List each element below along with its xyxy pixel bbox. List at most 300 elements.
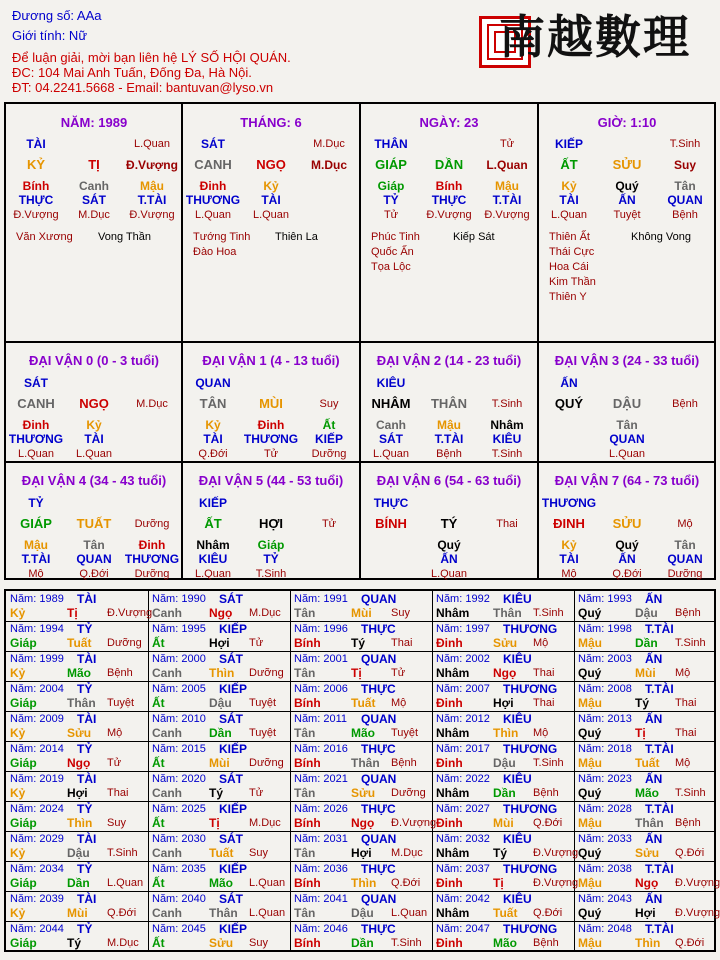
hidden-stem: Canh xyxy=(376,418,406,432)
year-label: Năm: 1996 xyxy=(294,623,348,635)
year-label: Năm: 2034 xyxy=(10,863,64,875)
year-branch: Mão xyxy=(351,726,375,740)
year-stem: Bính xyxy=(294,696,321,710)
year-phase: T.Sinh xyxy=(533,607,564,619)
dai-van-cell xyxy=(361,343,537,461)
address-line: ĐC: 104 Mai Anh Tuấn, Đống Đa, Hà Nội. xyxy=(12,65,252,80)
year-label: Năm: 2006 xyxy=(294,683,348,695)
year-label: Năm: 2002 xyxy=(436,653,490,665)
year-branch: Thân xyxy=(351,756,380,770)
year-god: T.TÀI xyxy=(645,862,674,876)
year-cell xyxy=(433,711,575,741)
hidden-stem: Mậu xyxy=(140,179,164,193)
year-phase: Tuyệt xyxy=(249,727,277,739)
dai-van-stem: TÂN xyxy=(199,396,227,411)
star-item: Kim Thần xyxy=(549,276,596,288)
year-cell xyxy=(149,711,291,741)
dai-van-branch: HỢI xyxy=(258,516,284,531)
year-stem: Giáp xyxy=(10,816,37,830)
year-branch: Tý xyxy=(493,846,508,860)
pillar-phase-top: T.Sinh xyxy=(669,138,701,150)
year-cell xyxy=(433,651,575,681)
year-cell xyxy=(575,681,717,711)
year-branch: Mão xyxy=(493,936,517,950)
year-god: TỶ xyxy=(77,802,93,816)
year-cell xyxy=(575,891,720,921)
year-label: Năm: 2017 xyxy=(436,743,490,755)
year-branch: Thân xyxy=(635,816,664,830)
hidden-stem: Tân xyxy=(674,538,696,552)
year-stem: Bính xyxy=(294,936,321,950)
hidden-stem: Quý xyxy=(615,538,639,552)
pillar-title: NGÀY: 23 xyxy=(419,115,479,130)
year-stem: Giáp xyxy=(10,876,37,890)
pillar-god: THÂN xyxy=(374,137,408,151)
year-phase: M.Dục xyxy=(107,937,139,949)
year-label: Năm: 2014 xyxy=(10,743,64,755)
dai-van-cell xyxy=(183,463,359,581)
year-phase: Mộ xyxy=(107,727,123,739)
year-god: ẤN xyxy=(645,592,663,606)
year-stem: Ất xyxy=(152,756,165,770)
year-label: Năm: 2007 xyxy=(436,683,490,695)
hidden-god: TỶ xyxy=(263,552,279,566)
year-label: Năm: 2024 xyxy=(10,803,64,815)
year-stem: Bính xyxy=(294,816,321,830)
year-label: Năm: 1995 xyxy=(152,623,206,635)
year-stem: Quý xyxy=(578,786,602,800)
dai-van-phase: Tử xyxy=(321,518,337,530)
hidden-phase: L.Quan xyxy=(430,568,468,580)
year-label: Năm: 2022 xyxy=(436,773,490,785)
year-stem: Kỷ xyxy=(10,786,26,800)
hidden-phase: Q.Đới xyxy=(79,568,109,580)
year-label: Năm: 2028 xyxy=(578,803,632,815)
year-label: Năm: 2008 xyxy=(578,683,632,695)
year-stem: Kỷ xyxy=(10,906,26,920)
year-god: KIẾP xyxy=(219,922,248,936)
year-branch: Ngọ xyxy=(635,876,659,890)
dai-van-god: ẤN xyxy=(560,376,578,390)
hidden-phase: Đ.Vượng xyxy=(484,209,530,221)
pillar-title: THÁNG: 6 xyxy=(240,115,302,130)
year-stem: Canh xyxy=(152,846,182,860)
pillar-branch: TỊ xyxy=(88,157,100,172)
hidden-god: SÁT xyxy=(379,432,403,446)
hidden-phase: L.Quan xyxy=(194,568,232,580)
year-phase: Suy xyxy=(249,937,268,949)
year-cell xyxy=(575,921,717,951)
year-phase: Bệnh xyxy=(675,607,701,619)
dai-van-god: TỶ xyxy=(28,496,44,510)
year-cell xyxy=(149,921,291,951)
year-branch: Mùi xyxy=(635,666,656,680)
hidden-stem: Đinh xyxy=(257,418,285,432)
year-label: Năm: 2013 xyxy=(578,713,632,725)
year-cell xyxy=(149,741,291,771)
year-phase: M.Dục xyxy=(249,607,281,619)
year-label: Năm: 2016 xyxy=(294,743,348,755)
year-phase: Bệnh xyxy=(675,817,701,829)
year-label: Năm: 2042 xyxy=(436,893,490,905)
year-stem: Giáp xyxy=(10,636,37,650)
year-cell xyxy=(433,681,575,711)
pillar-phase: Suy xyxy=(673,158,697,172)
chart-grid xyxy=(4,102,716,580)
hidden-phase: M.Dục xyxy=(78,209,110,221)
dai-van-stem: GIÁP xyxy=(20,516,52,531)
year-cell xyxy=(291,711,433,741)
pillar-branch: DẦN xyxy=(434,157,464,172)
year-stem: Mậu xyxy=(578,636,602,650)
year-cell xyxy=(291,771,433,801)
hidden-god: T.TÀI xyxy=(21,552,51,566)
year-god: ẤN xyxy=(645,772,663,786)
year-phase: Dưỡng xyxy=(391,787,426,799)
dai-van-god: SÁT xyxy=(24,376,48,390)
year-label: Năm: 2027 xyxy=(436,803,490,815)
year-god: KIẾP xyxy=(219,742,248,756)
year-label: Năm: 2020 xyxy=(152,773,206,785)
dai-van-stem: BÍNH xyxy=(375,516,407,531)
star-item: Đào Hoa xyxy=(193,246,237,258)
hidden-god: T.TÀI xyxy=(137,193,167,207)
pillar-god: KIẾP xyxy=(554,137,584,151)
hidden-phase: L.Quan xyxy=(17,448,55,460)
hidden-god: TÀI xyxy=(559,552,579,566)
year-stem: Kỷ xyxy=(10,666,26,680)
year-phase: Thai xyxy=(533,667,555,679)
hidden-stem: Quý xyxy=(615,179,639,193)
year-phase: Q.Đới xyxy=(533,817,563,829)
year-branch: Tuất xyxy=(493,906,518,920)
hidden-stem: Quý xyxy=(437,538,461,552)
year-label: Năm: 2001 xyxy=(294,653,348,665)
contact-line: Để luận giải, mời bạn liên hệ LÝ SỐ HỘI QUÁN. xyxy=(12,50,291,65)
year-branch: Hợi xyxy=(67,786,88,800)
year-label: Năm: 1997 xyxy=(436,623,490,635)
star-item: Thiên Y xyxy=(549,291,587,303)
year-branch: Ngọ xyxy=(493,666,517,680)
year-branch: Ngọ xyxy=(67,756,91,770)
year-label: Năm: 2029 xyxy=(10,833,64,845)
year-phase: L.Quan xyxy=(391,907,428,919)
hidden-god: THƯƠNG xyxy=(124,552,180,566)
year-stem: Kỷ xyxy=(10,606,26,620)
year-god: KIẾP xyxy=(219,802,248,816)
year-branch: Thìn xyxy=(351,876,377,890)
year-stem: Nhâm xyxy=(436,906,470,920)
dai-van-branch: MÙI xyxy=(259,396,283,411)
hidden-god: TÀI xyxy=(84,432,104,446)
year-branch: Tý xyxy=(67,936,82,950)
year-god: TÀI xyxy=(77,772,97,786)
year-phase: M.Dục xyxy=(249,817,281,829)
year-cell xyxy=(7,711,149,741)
dai-van-phase: T.Sinh xyxy=(491,398,523,410)
hidden-phase: Tử xyxy=(383,209,399,221)
year-god: THỰC xyxy=(361,922,396,936)
year-cell xyxy=(433,831,579,861)
year-god: ẤN xyxy=(645,832,663,846)
hidden-phase: Q.Đới xyxy=(612,568,642,580)
hidden-stem: Ất xyxy=(322,418,336,432)
hidden-god: QUAN xyxy=(667,193,703,207)
year-cell xyxy=(149,861,291,891)
star-item: Quốc Ấn xyxy=(371,246,414,258)
pillar-god: SÁT xyxy=(201,137,225,151)
year-phase: Đ.Vượng xyxy=(675,877,720,889)
year-cell xyxy=(433,801,575,831)
year-branch: Thân xyxy=(67,696,96,710)
year-god: T.TÀI xyxy=(645,622,674,636)
pillar-cell xyxy=(183,104,359,340)
hidden-phase: L.Quan xyxy=(252,209,290,221)
year-cell xyxy=(575,801,717,831)
year-phase: Thai xyxy=(675,727,697,739)
dai-van-cell xyxy=(361,463,537,581)
hidden-stem: Giáp xyxy=(257,538,285,552)
year-branch: Ngọ xyxy=(209,606,233,620)
year-branch: Tị xyxy=(351,666,362,680)
dai-van-title: ĐẠI VẬN 7 (64 - 73 tuổi) xyxy=(554,473,700,488)
year-label: Năm: 1992 xyxy=(436,593,490,605)
hidden-god: KIÊU xyxy=(198,552,228,566)
hidden-phase: L.Quan xyxy=(550,209,588,221)
hidden-god: QUAN xyxy=(609,432,645,446)
year-cell xyxy=(7,651,149,681)
year-phase: Thai xyxy=(107,787,129,799)
year-stem: Đinh xyxy=(436,936,463,950)
dai-van-cell xyxy=(6,343,182,461)
year-god: QUAN xyxy=(361,592,397,606)
year-god: THỰC xyxy=(361,802,396,816)
year-stem: Quý xyxy=(578,906,602,920)
year-branch: Thìn xyxy=(209,666,235,680)
year-phase: Đ.Vượng xyxy=(675,907,720,919)
year-phase: Mộ xyxy=(675,667,691,679)
year-cell xyxy=(575,651,717,681)
year-cell xyxy=(291,681,433,711)
year-stem: Bính xyxy=(294,636,321,650)
year-branch: Hợi xyxy=(635,906,656,920)
year-stem: Kỷ xyxy=(10,846,26,860)
hidden-phase: Đ.Vượng xyxy=(426,209,472,221)
year-phase: Bệnh xyxy=(533,787,559,799)
year-stem: Nhâm xyxy=(436,666,470,680)
hidden-god: THỰC xyxy=(18,193,54,207)
hidden-god: THƯƠNG xyxy=(185,193,241,207)
pillar-phase-top: L.Quan xyxy=(133,138,171,150)
year-phase: L.Quan xyxy=(249,907,286,919)
dai-van-cell xyxy=(539,343,715,461)
year-label: Năm: 2011 xyxy=(294,713,347,725)
hidden-god: QUAN xyxy=(667,552,703,566)
hidden-phase: T.Sinh xyxy=(255,568,287,580)
year-god: THỰC xyxy=(361,742,396,756)
year-phase: Tử xyxy=(249,637,264,649)
hidden-stem: Kỷ xyxy=(205,418,221,432)
year-label: Năm: 2033 xyxy=(578,833,632,845)
star-item: Thiên La xyxy=(275,231,318,243)
year-stem: Tân xyxy=(294,726,316,740)
year-branch: Dậu xyxy=(493,756,516,770)
dai-van-stem: ĐINH xyxy=(553,516,585,531)
year-stem: Mậu xyxy=(578,816,602,830)
hidden-phase: Mộ xyxy=(28,568,44,580)
star-item: Thái Cực xyxy=(549,246,595,258)
year-branch: Hợi xyxy=(493,696,514,710)
year-stem: Tân xyxy=(294,666,316,680)
year-phase: Thai xyxy=(533,697,555,709)
year-branch: Dần xyxy=(67,876,90,890)
year-branch: Dần xyxy=(209,726,232,740)
star-item: Tướng Tinh xyxy=(193,231,251,243)
star-item: Phúc Tinh xyxy=(371,231,420,243)
dai-van-stem: ẤT xyxy=(204,516,222,531)
year-god: SÁT xyxy=(219,592,243,606)
year-god: SÁT xyxy=(219,892,243,906)
dai-van-god: THƯƠNG xyxy=(541,496,597,510)
star-item: Hoa Cái xyxy=(549,261,589,273)
year-cell xyxy=(7,591,153,621)
year-cell xyxy=(149,891,291,921)
year-branch: Mùi xyxy=(351,606,372,620)
pillar-title: GIỜ: 1:10 xyxy=(597,115,657,130)
year-cell xyxy=(291,861,433,891)
dai-van-phase: Bệnh xyxy=(672,398,698,410)
year-label: Năm: 2018 xyxy=(578,743,632,755)
year-label: Năm: 2025 xyxy=(152,803,206,815)
pillar-phase-top: Tử xyxy=(499,138,515,150)
year-label: Năm: 2009 xyxy=(10,713,64,725)
year-cell xyxy=(433,891,575,921)
star-item: Vong Thần xyxy=(98,231,152,243)
dai-van-title: ĐẠI VẬN 0 (0 - 3 tuổi) xyxy=(28,353,160,368)
brand-logo xyxy=(479,8,709,70)
hidden-god: ẤN xyxy=(618,193,636,207)
year-stem: Giáp xyxy=(10,756,37,770)
year-branch: Thân xyxy=(209,906,238,920)
year-phase: Bệnh xyxy=(391,757,417,769)
year-label: Năm: 1993 xyxy=(578,593,632,605)
year-stem: Nhâm xyxy=(436,606,470,620)
year-god: KIẾP xyxy=(219,622,248,636)
year-cell xyxy=(149,801,291,831)
year-phase: Tuyệt xyxy=(249,697,277,709)
year-stem: Ất xyxy=(152,936,165,950)
year-label: Năm: 2023 xyxy=(578,773,632,785)
dai-van-branch: THÂN xyxy=(430,396,468,411)
year-phase: Q.Đới xyxy=(391,877,421,889)
year-label: Năm: 1999 xyxy=(10,653,64,665)
dai-van-stem: QUÝ xyxy=(554,396,584,411)
year-cell xyxy=(291,801,437,831)
year-god: THỰC xyxy=(361,682,396,696)
year-branch: Sửu xyxy=(67,726,92,740)
year-stem: Ất xyxy=(152,696,165,710)
year-god: ẤN xyxy=(645,652,663,666)
year-cell xyxy=(575,771,717,801)
pillar-phase: Đ.Vượng xyxy=(126,158,178,172)
year-stem: Kỷ xyxy=(10,726,26,740)
year-phase: Tử xyxy=(391,667,406,679)
year-stem: Giáp xyxy=(10,936,37,950)
year-label: Năm: 2047 xyxy=(436,923,490,935)
year-stem: Quý xyxy=(578,606,602,620)
hidden-god: T.TÀI xyxy=(434,432,464,446)
hidden-phase: L.Quan xyxy=(372,448,410,460)
year-label: Năm: 1994 xyxy=(10,623,64,635)
year-phase: Đ.Vượng xyxy=(391,817,437,829)
year-label: Năm: 2021 xyxy=(294,773,348,785)
year-cell xyxy=(149,681,291,711)
year-stem: Mậu xyxy=(578,936,602,950)
year-cell xyxy=(433,861,579,891)
hidden-stem: Bính xyxy=(22,179,50,193)
dai-van-title: ĐẠI VẬN 1 (4 - 13 tuổi) xyxy=(202,353,340,368)
dai-van-title: ĐẠI VẬN 4 (34 - 43 tuổi) xyxy=(21,473,167,488)
year-cell xyxy=(575,591,717,621)
hidden-phase: Đ.Vượng xyxy=(13,209,59,221)
hidden-phase: Tuyệt xyxy=(613,209,641,221)
star-item: Văn Xương xyxy=(16,231,73,243)
year-god: TỶ xyxy=(77,682,93,696)
year-stem: Đinh xyxy=(436,696,463,710)
year-god: KIÊU xyxy=(503,652,532,666)
year-branch: Sửu xyxy=(493,636,518,650)
year-label: Năm: 1998 xyxy=(578,623,632,635)
year-stem: Đinh xyxy=(436,816,463,830)
logo-text: 南越數理 xyxy=(499,10,691,64)
year-phase: Thai xyxy=(675,697,697,709)
year-god: THƯƠNG xyxy=(503,802,558,816)
year-label: Năm: 2040 xyxy=(152,893,206,905)
star-item: Tọa Lộc xyxy=(371,261,411,273)
dai-van-phase: Mộ xyxy=(677,518,693,530)
year-cell xyxy=(291,651,433,681)
hidden-stem: Mậu xyxy=(24,538,48,552)
year-label: Năm: 2031 xyxy=(294,833,348,845)
dai-van-phase: Suy xyxy=(319,398,339,410)
year-branch: Dần xyxy=(351,936,374,950)
year-stem: Giáp xyxy=(10,696,37,710)
year-god: SÁT xyxy=(219,712,243,726)
year-cell xyxy=(7,741,149,771)
year-phase: Mộ xyxy=(675,757,691,769)
hidden-stem: Mậu xyxy=(495,179,519,193)
year-phase: T.Sinh xyxy=(675,787,706,799)
year-label: Năm: 2032 xyxy=(436,833,490,845)
year-label: Năm: 1990 xyxy=(152,593,206,605)
year-cell xyxy=(7,681,149,711)
year-cell xyxy=(291,891,433,921)
year-branch: Tị xyxy=(209,816,220,830)
year-phase: M.Dục xyxy=(391,847,423,859)
dai-van-stem: CANH xyxy=(17,396,55,411)
year-branch: Dậu xyxy=(67,846,90,860)
owner-name: Đương số: AAa xyxy=(12,8,102,23)
gender: Giới tính: Nữ xyxy=(12,28,88,43)
year-stem: Canh xyxy=(152,906,182,920)
pillar-stem: ẤT xyxy=(560,157,578,172)
hidden-stem: Canh xyxy=(79,179,109,193)
star-item: Kiếp Sát xyxy=(453,231,495,243)
year-stem: Bính xyxy=(294,756,321,770)
hidden-stem: Đinh xyxy=(199,179,227,193)
year-phase: Q.Đới xyxy=(675,847,705,859)
year-phase: Mộ xyxy=(533,637,549,649)
